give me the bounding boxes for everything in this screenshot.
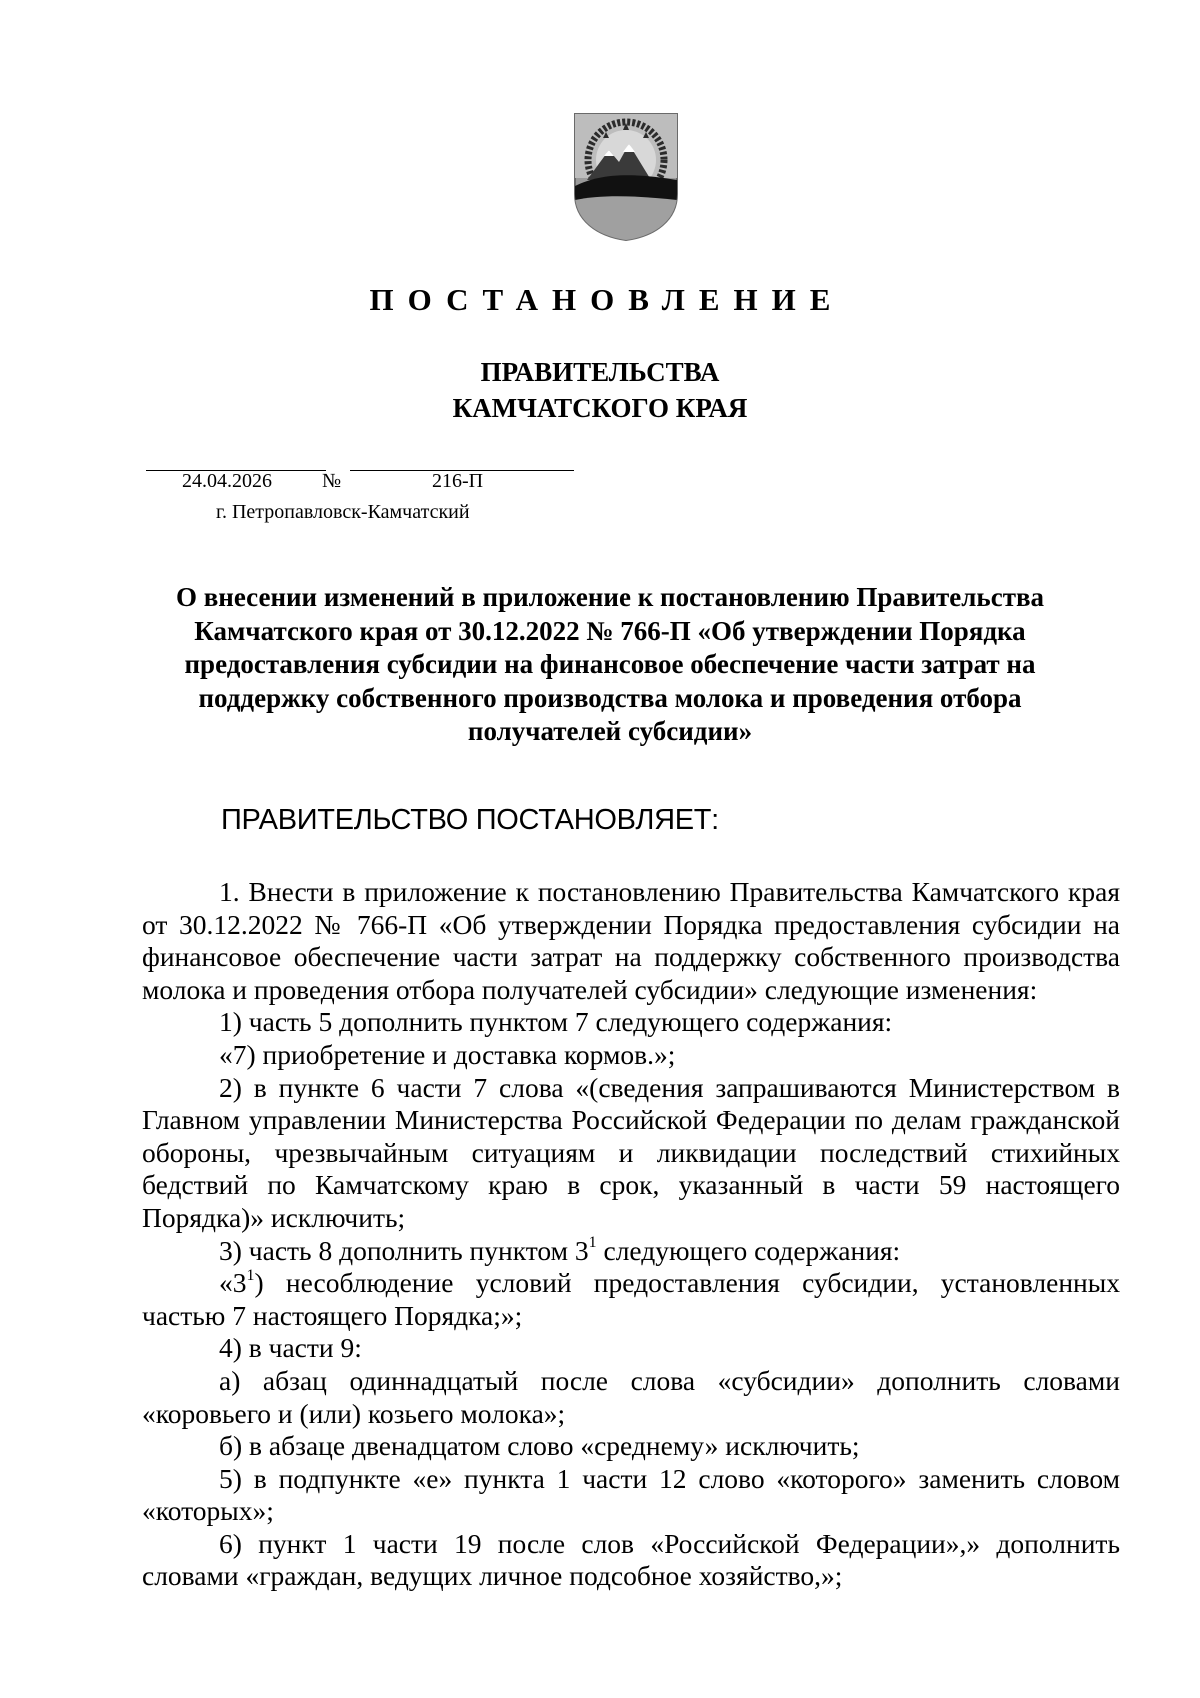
title-line: Камчатского края от 30.12.2022 № 766-П «Об утверждении Порядка [194, 615, 1026, 646]
document-type-heading: ПОСТАНОВЛЕНИЕ [369, 282, 845, 317]
paragraph-item-6: 6) пункт 1 части 19 после слов «Российской Федерации»,» дополнить словами «граждан, ведущих личное подсобное хозяйство,»; [142, 1527, 1120, 1592]
title-line: получателей субсидии» [467, 716, 753, 746]
title-line: О внесении изменений в приложение к постановлению Правительства [175, 582, 1045, 612]
text-fragment: «3 [219, 1267, 247, 1299]
paragraph-item-2: 2) в пункте 6 части 7 слова «(сведения запрашиваются Министерством в Главном управлении Министерства Российской Федерации по делам гражданской обороны, чрезвычайным ситуациям и ликвидации последствий стихийных бедствий по Камчатскому краю в срок, указанный в части 59 настоящего Порядка)» исключить; [142, 1071, 1120, 1233]
issuer-heading [0, 354, 1200, 426]
superscript: 1 [588, 1234, 597, 1252]
text-fragment: следующего содержания: [596, 1234, 901, 1266]
paragraph-subitem-a: а) абзац одиннадцатый после слова «субсидии» дополнить словами «коровьего и (или) козьего молока»; [142, 1364, 1120, 1429]
document-body [142, 876, 1120, 1593]
paragraph-1: 1. Внести в приложение к постановлению Правительства Камчатского края от 30.12.2022 № 766-П «Об утверждении Порядка предоставления субсидии на финансовое обеспечение части затрат на поддержку собственного производства молока и проведения отбора получателей субсидии» следующие изменения: [142, 876, 1120, 1005]
paragraph-item-4: 4) в части 9: [219, 1332, 362, 1364]
paragraph-item-3 [142, 1235, 1120, 1268]
superscript: 1 [246, 1266, 255, 1284]
document-number: 216-П [432, 470, 484, 492]
paragraph-quote-3-1 [142, 1267, 1120, 1332]
issuer-line-2: КАМЧАТСКОГО КРАЯ [452, 393, 748, 423]
document-title [145, 581, 1075, 749]
decree-heading: ПРАВИТЕЛЬСТВО ПОСТАНОВЛЯЕТ: [221, 804, 719, 836]
paragraph-item-1: 1) часть 5 дополнить пунктом 7 следующего содержания: [219, 1006, 893, 1038]
paragraph-item-5: 5) в подпункте «е» пункта 1 части 12 слово «которого» заменить словом «которых»; [142, 1462, 1120, 1527]
paragraph-quote-7: «7) приобретение и доставка кормов.»; [219, 1038, 676, 1070]
text-fragment: ) несоблюдение условий предоставления субсидии, установленных частью 7 настоящего Порядка;»; [142, 1267, 1120, 1331]
document-date: 24.04.2026 [182, 470, 272, 492]
number-sign: № [322, 470, 342, 492]
coat-of-arms-icon [569, 108, 683, 242]
document-city: г. Петропавловск-Камчатский [216, 501, 470, 523]
title-line: поддержку собственного производства молока и проведения отбора [198, 682, 1022, 713]
issuer-line-1: ПРАВИТЕЛЬСТВА [480, 357, 720, 387]
title-line: предоставления субсидии на финансовое обеспечение части затрат на [184, 649, 1036, 679]
text-fragment: 3) часть 8 дополнить пунктом 3 [219, 1234, 589, 1266]
paragraph-subitem-b: б) в абзаце двенадцатом слово «среднему» исключить; [219, 1430, 860, 1462]
